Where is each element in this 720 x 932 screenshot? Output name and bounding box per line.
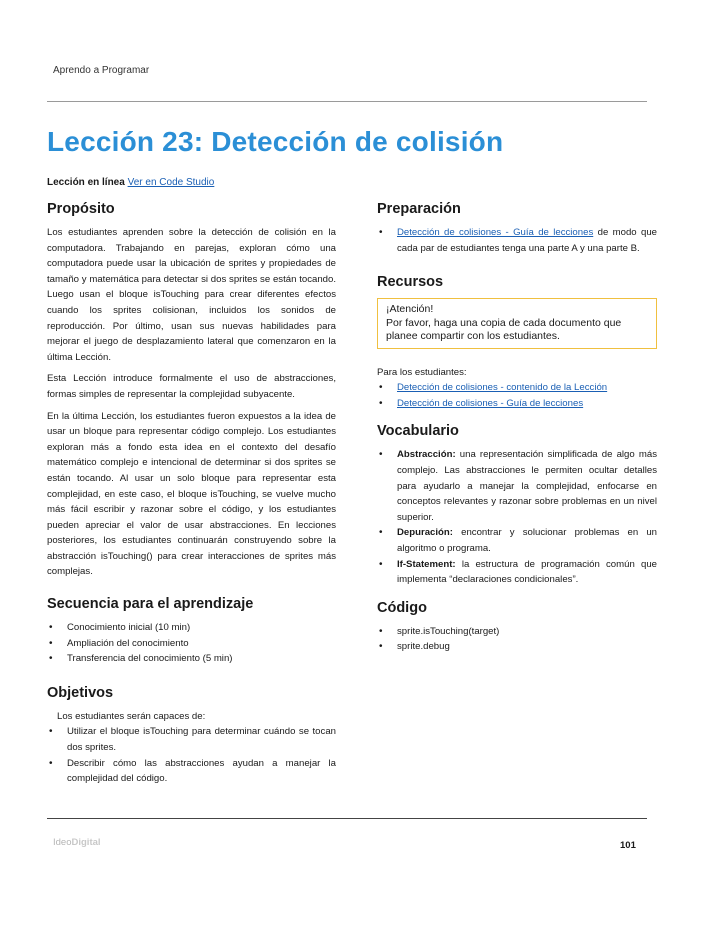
- vocabulary-heading: Vocabulario: [377, 423, 459, 440]
- objectives-heading: Objetivos: [47, 684, 114, 701]
- online-lesson-line: [47, 177, 214, 188]
- list-item: • Describir cómo las abstracciones ayudan a manejar la complejidad del código.: [47, 756, 336, 787]
- footer-brand: [53, 837, 101, 848]
- list-item: [377, 525, 657, 556]
- list-item: • Conocimiento inicial (10 min): [47, 620, 336, 636]
- purpose-paragraph-1: Los estudiantes aprenden sobre la detección de colisión en la computadora. Trabajando en parejas, exploran cómo una computadora puede usar la ubicación de sprites y propiedades de tamaño y matemática para detectar si dos sprites se están tocando. Luego usan el bloque isTouching para crear diferentes efectos cuando los sprites colisionan, incluidos los sonidos de reproducción. Por último, usan sus nuevas habilidades para mejorar el juego de desplazamiento lateral que comenzaron en la última Lección.: [47, 227, 336, 363]
- list-item: [377, 380, 657, 396]
- vocab-definition: una representación simplificada de algo más complejo. Las abstracciones le permiten ocultar detalles para ayudarlo a manejar la complejidad, enfocarse en conceptos relevantes y razonar sobre problemas en un nivel superior.: [397, 449, 657, 523]
- lesson-content-link[interactable]: Detección de colisiones - contenido de la Lección: [397, 382, 608, 394]
- vocab-definition: encontrar y solucionar problemas en un algoritmo o programa.: [397, 527, 657, 555]
- list-item: [377, 225, 657, 256]
- vocabulary-list: [377, 447, 657, 587]
- page-number: 101: [620, 840, 636, 851]
- footer-divider: [47, 818, 647, 819]
- brand-light: Ideo: [53, 837, 72, 848]
- objectives-intro: Los estudiantes serán capaces de:: [57, 710, 206, 722]
- attention-callout: [377, 298, 657, 349]
- list-item: [377, 447, 657, 525]
- sequence-heading: Secuencia para el aprendizaje: [47, 596, 254, 613]
- purpose-paragraph-3: En la última Lección, los estudiantes fueron expuestos a la idea de usar un bloque para representar código complejo. Los estudiantes exploran más a fondo esta idea en el contexto del desafío matemático complejo e intencional de determinar si dos sprites se están tocando. Al usar un solo bloque para representar esta complejidad, en este caso, el bloque isTouching, se vuelve mucho más fácil escribir y razonar sobre el código, y los estudiantes pueden apreciar el valor de usar abstracciones. En lecciones posteriores, los estudiantes continuarán construyendo sobre la abstracción isTouching() para crear interacciones de sprites más complejas.: [47, 410, 336, 578]
- vocab-term: Depuración:: [397, 527, 453, 539]
- vocab-definition: la estructura de programación común que implementa “declaraciones condicionales”.: [397, 558, 657, 586]
- for-students-label: Para los estudiantes:: [377, 366, 467, 378]
- brand-bold: Digital: [71, 837, 101, 848]
- online-lesson-label: Lección en línea: [47, 177, 125, 188]
- purpose-paragraph-2: Esta Lección introduce formalmente el uso de abstracciones, formas simples de representar la complejidad subyacente.: [47, 373, 336, 400]
- prep-text: de modo que cada par de estudiantes tenga una parte A y una parte B.: [397, 227, 657, 254]
- right-column: [377, 201, 657, 663]
- code-studio-link[interactable]: Ver en Code Studio: [127, 177, 215, 188]
- purpose-heading: Propósito: [47, 201, 115, 217]
- code-heading: Código: [377, 599, 427, 616]
- code-list: [377, 624, 657, 655]
- list-item: • Transferencia del conocimiento (5 min): [47, 651, 336, 667]
- header-divider: [47, 101, 647, 102]
- left-column: [47, 201, 336, 795]
- resources-heading: Recursos: [377, 274, 444, 291]
- list-item: • Ampliación del conocimiento: [47, 636, 336, 652]
- callout-text: Por favor, haga una copia de cada documento que planee compartir con los estudiantes.: [386, 316, 622, 343]
- list-item: [377, 396, 657, 412]
- lesson-guide-link[interactable]: Detección de colisiones - Guía de lecciones: [397, 397, 584, 409]
- page-title: Lección 23: Detección de colisión: [47, 126, 504, 157]
- prep-guide-link[interactable]: Detección de colisiones - Guía de lecciones: [397, 227, 594, 238]
- list-item: • sprite.isTouching(target): [377, 624, 657, 640]
- running-header: Aprendo a Programar: [53, 65, 150, 76]
- list-item: [377, 557, 657, 588]
- list-item: • Utilizar el bloque isTouching para determinar cuándo se tocan dos sprites.: [47, 724, 336, 755]
- objectives-list: [47, 724, 336, 786]
- preparation-heading: Preparación: [377, 201, 461, 217]
- sequence-list: [47, 620, 336, 667]
- vocab-term: Abstracción:: [397, 449, 456, 461]
- resource-links: [377, 380, 657, 411]
- list-item: • sprite.debug: [377, 639, 657, 655]
- vocab-term: If-Statement:: [397, 558, 456, 570]
- callout-title: ¡Atención!: [386, 303, 434, 316]
- preparation-list: [377, 225, 657, 256]
